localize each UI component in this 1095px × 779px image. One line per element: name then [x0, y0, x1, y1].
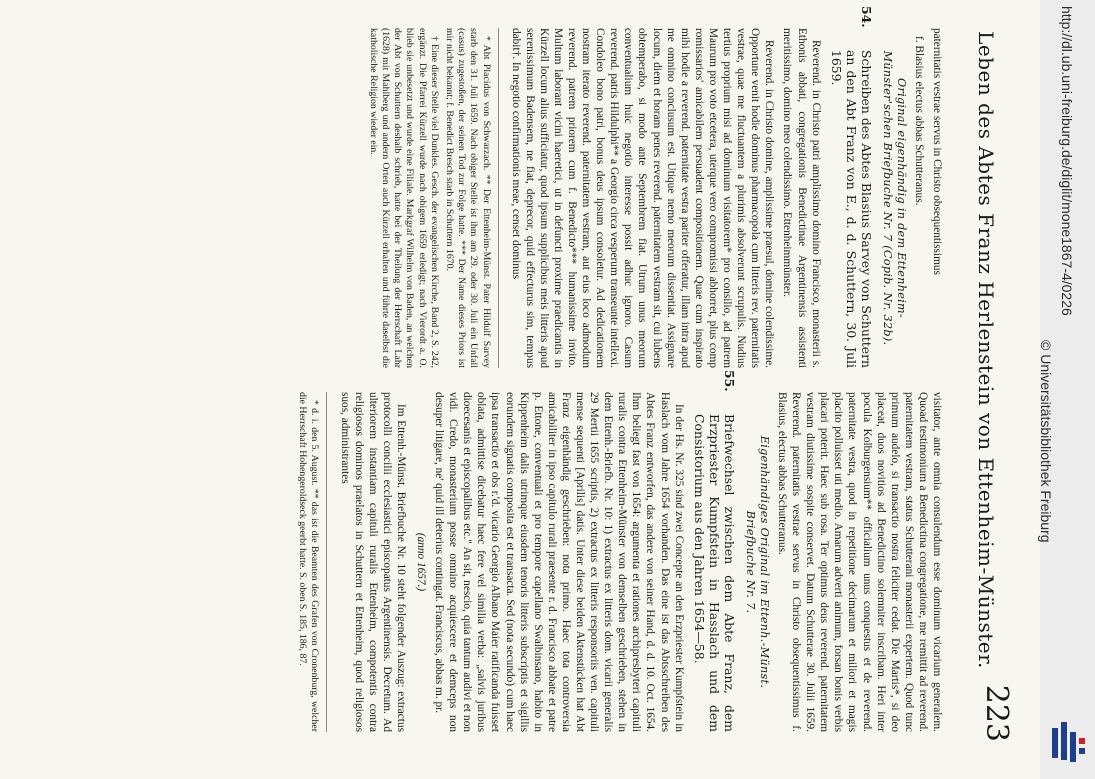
signature-line: f. Blasius electus abbas Schutteranus.	[912, 36, 925, 206]
footnote: † Eine dieser Stelle viel Dunkles. Gesch. der evangelischen Kirche, Band 2, S. 242, ergänzt. Die Pfarrei Kürzell wurde nach obigem 1659 erledigt; nach Vierordt a. O. blieb sie unbesetzt und wurde eine Filiale. Markgraf Wilhelm von Baden, an welchen der Abt von Schuttern deshalb schrieb, hatte bei der Theilung der Herrschaft Lahr (1628) mit Mahlberg und andern Orten auch Kürzell erhalten und führte daselbst die katholische Religion wieder ein.	[367, 28, 440, 368]
letter-body-continued: visitator, ante omnia consulendum esse dominum vicarium generalem. Quoad testimonium a Benedictina congregatione, me remittit ad reverend. paternitatem vestram, status Schutterani monasterii expertem. Quod tunc primum audelo, si transactio nostra feliciter cedat. Die Martis*, si deo placeat, duos novitios ad Benedictino solemniter inscribam. Heri inter pocula Kolburgensium** officialium unus conquestus et de reverend. paternitate vestra, quod in repetitione decimarum et miliori et magis placito polluisset uti medio. Amarum adverti animum, forsan bonis verbis placari poterit. Haec sub rosa. Ter optimus deus reverend. paternitatem vestram diutissime sospite conservet. Datum Schutterae 30. Julii 1659. Reverend. paternitatis vestrae servus in Christo obsequentissimus f. Blasius, electus abbas Schutteranus.	[775, 392, 943, 732]
letter-body: Reverend. in Christo domine, amplissime praesul, domine colendissime. Opportune venit hodie dominus pharmacopola cum litteris rev. paternitatis vestrae, quae me fluctuantem a plurimis absolverunt scrupulis. Nudius tertius proprium misi ad dominum visitatorem* pro consilio, ad patrem Maurum pro voto etcetera, uterque vero compromissi abhorret, plus comp romissarios' amicabilem persuadent compositionem. Quae cum inspirato mihi hodie a reverend. paternitate vestra pariter offeratur, illam intra apud me omnino conclusum est. Utique nemo meorum dissentiat. Assignare locum, diem et horam penes reverend. paternitatem vestram sit, cui lubens obtemperabo, si modo ante Septembrem fiat. Utrum unus meorum conventualium huic negotio interesse possit adhuc ignoro. Casum reverend. patris Hildulphi** a Georgio circa vesperum transeunte intellexi. Condoleo bono patri, bonus deus ipsum consoletur. Ad dedicationem nostram iterato reverend. paternitatem vestram, aut eius loco admodum reverend. patrem priorem cum f. Benedicto*** humanissime invito. Multum laborant vicini haeretici, ut in defuncti proxime praedicantis in Kürzell locum alius sufficiatur, quod ipsum supplicibus meis litteris apud serenissimum Badensem, ne fiat, deprecor, quid effecturus sim, tempus dabit†. In negotio confirmationis meae, censet dominus	[509, 28, 776, 368]
address-paragraph: Reverend. in Christo patri amplissimo domino Francisco, monasterii s. Ethonis abbati, congregationis Benedictinae Argentinensis assistenti meritissimo, domino meo colendissimo. Ettenheimmünster.	[781, 28, 822, 368]
footnotes	[296, 392, 327, 732]
source-url[interactable]: http://dl.ub.uni-freiburg.de/diglit/mone1867-4/0226	[1059, 6, 1075, 316]
letter-heading-text: Schreiben des Abtes Blasius Sarvey von Schuttern an den Abt Franz von E., d. d. Schuttern, 30. Juli 1659.	[828, 50, 874, 368]
letter-heading-text: Briefwechsel zwischen dem Abte Franz, dem Erzpriester Kumpfstein in Hasslach und dem Consistorium aus den Jahren 1654—58.	[691, 414, 737, 732]
left-column	[364, 6, 944, 368]
correspondence-paragraph: Im Ettenh.-Münst. Briefbuche Nr. 10 steht folgender Auszug: extractus protocolli concilii ecclesiastici episcopatus Argentinensis. Decretum. Ad ulteriorem instantiam capituli ruralis Ettenheim, compotentis contra religiosos dominos praelatos in Schuttern et Ettenheim, quod religiosos suos, administrantes	[338, 392, 407, 732]
date-note: (anno 1657.)	[415, 532, 427, 592]
letter-number: 55.	[721, 370, 737, 392]
provenance-note: Original eigenhändig in dem Ettenheim-Münster'schen Briefbuche Nr. 7 (Copib. Nr. 32b).	[880, 50, 908, 346]
footnotes	[367, 28, 499, 368]
page-number: 223	[979, 684, 1014, 742]
provenance-note: Eigenhändiges Original im Ettenh.-Münst. Briefbuche Nr. 7.	[743, 435, 771, 689]
running-header	[948, 30, 1018, 750]
footnote: * d. i. den 5. August. ** das ist die Beamten des Grafen von Cronenburg, welcher die Herrschaft Hohengeroldseck geerbt hatte. S. oben S. 185, 186, 87.	[297, 392, 321, 732]
attribution-sidebar	[1040, 0, 1095, 779]
letter-heading	[691, 370, 737, 732]
right-column	[293, 370, 944, 732]
page-title: Leben des Abtes Franz Herlenstein von Ettenheim-Münster.	[974, 31, 998, 669]
correspondence-paragraph: In der Hs. Nr. 325 sind zwei Concepte an den Erzpriester Kumpfstein in Haslach vom Jahre 1654 vorhanden. Das eine ist das Abtsschreiben des Abtes Franz entworfen, das andere von seiner Hand, d. d. 10. Oct. 1654. Ihm beliegt fast von 1654: argumenta et rationes archipresbyteri capituli ruralis contra Ettenheim-Münster von demselben geschrieben, stehen in dem Ettenh.-Briefb. Nr. 10: 1) extractus ex litteris dom. vicarii generalis 29 Mertii 1655 scriptis, 2) extractus ex litteris responsoriis ven. capituli mense sequenti [Aprilis] datis. Unter diese beiden Aktenstücken hat Abt Franz eigenhändig geschrieben: nota primo. Haec tota controversia amicabiliter in ipso capitulo rurali praesente r. d. Francisco abbate et patre p. Ettone, conventuali et pro tempore capellano Swalbinsano, habito in Kippenheim dalis utrimque eiusdem tenoris litteris subscriptis et sigillis eorundem signatis composita est et transacta. Sed (nota secundo) cum haec ipsa transactio et obs r.'d. vicario Georgio Albano Maier ratificanda fuisset oblata, admittise dicebatur haec fere vel similia verba: „salvis juribus dioecesanis et episcopalibus etc." An sit, nescio, quia tantum audivi et non vidi. Credo, monasterium posse omnino acquiescere et demceps non desuper litigare, ne' quid ill deterius contingat. Franciscus, abbas m. pr.	[433, 392, 685, 732]
ub-freiburg-logo-icon	[1052, 718, 1086, 766]
letter-number: 54.	[858, 6, 874, 28]
closing-line: paternitatis vestrae servus in Christo obsequentissimus	[931, 28, 943, 275]
letter-heading	[828, 6, 874, 368]
copyright-notice: © Universitätsbibliothek Freiburg	[1038, 339, 1054, 543]
footnote: * Abt Placidus von Schwarzach. ** Der Ettenheim-Münst. Pater Hildulf Sarvey starb den 31. Juli 1659. Nach obiger Stelle ist ihm am 29. oder 30. Juli ein Unfall (casus) zugestoßen, der seinen Tod zur Folge hatte. *** Der Name dieses Priors ist mir nicht bekannt; f. Benedict Bresch starb in Schuttern 1670.	[443, 28, 492, 368]
